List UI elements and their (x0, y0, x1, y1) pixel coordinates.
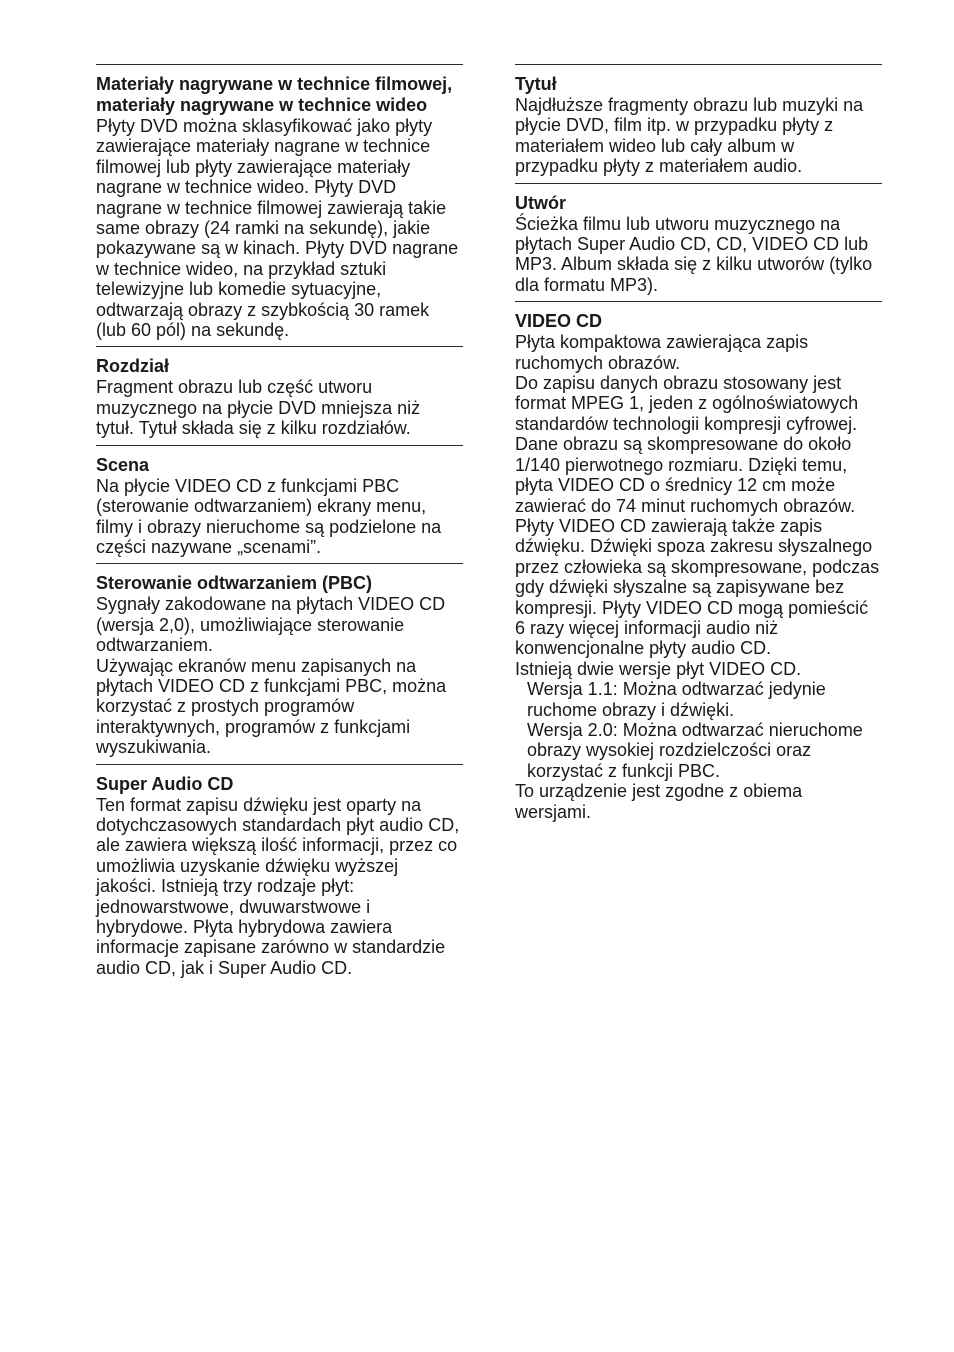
entry-term: Tytuł (515, 74, 557, 94)
entry-paragraph: Ten format zapisu dźwięku jest oparty na dotychczasowych standardach płyt audio CD, ale zawiera większą ilość informacji, przez co umożliwia uzyskanie dźwięku wyższej jakości. Istnieją trzy rodzaje płyt: jednowarstwowe, dwuwarstwowe i hybrydowe. Płyta hybrydowa zawiera informacje zapisane zarówno w standardzie audio CD, jak i Super Audio CD. (96, 794, 460, 978)
entry-paragraph: Ścieżka filmu lub utworu muzycznego na płytach Super Audio CD, CD, VIDEO CD lub MP3. Album składa się z kilku utworów (tylko dla formatu MP3). (515, 213, 873, 295)
entry-term: VIDEO CD (515, 311, 603, 332)
glossary-entry-super-audio-cd (96, 764, 463, 985)
entry-paragraph: Płyty VIDEO CD zawierają także zapis dźwięku. Dźwięki spoza zakresu słyszalnego przez człowieka są skompresowane, podczas gdy dźwięki słyszalne są zapisywane bez kompresji. Płyty VIDEO CD mogą pomieścić 6 razy więcej informacji audio niż konwencjonalne płyty audio CD. (515, 515, 880, 659)
entry-term: Utwór (515, 192, 566, 213)
entry-term: Rozdział (96, 356, 170, 377)
glossary-entry-film-video (96, 64, 463, 346)
entry-paragraph: Płyta kompaktowa zawierająca zapis ruchomych obrazów. (515, 332, 809, 373)
glossary-entry-video-cd (515, 301, 882, 828)
glossary-entry-tytul (515, 64, 882, 183)
entry-paragraph: Najdłuższe fragmenty obrazu lub muzyki na płycie DVD, film itp. w przypadku płyty z materiałem wideo lub cały album w przypadku płyty z materiałem audio. (515, 95, 864, 177)
glossary-entry-pbc (96, 563, 463, 763)
version-item: Wersja 1.1: Można odtwarzać jedynie ruchome obrazy i dźwięki. (527, 679, 826, 720)
glossary-column-right (515, 64, 882, 828)
entry-paragraph: To urządzenie jest zgodne z obiema wersjami. (515, 781, 803, 822)
entry-paragraph: Sygnały zakodowane na płytach VIDEO CD (wersja 2,0), umożliwiające sterowanie odtwarzaniem. (96, 594, 446, 656)
glossary-column-left (96, 64, 463, 984)
glossary-entry-rozdzial (96, 346, 463, 444)
version-item: Wersja 2.0: Można odtwarzać nieruchome obrazy wysokiej rozdzielczości oraz korzystać z funkcji PBC. (527, 719, 863, 781)
glossary-entry-scena (96, 445, 463, 564)
entry-paragraph: Do zapisu danych obrazu stosowany jest format MPEG 1, jeden z ogólnoświatowych standardów technologii kompresji cyfrowej. Dane obrazu są skompresowane do około 1/140 pierwotnego rozmiaru. Dzięki temu, płyta VIDEO CD o średnicy 12 cm może zawierać do 74 minut ruchomych obrazów. (515, 373, 859, 516)
entry-paragraph: Na płycie VIDEO CD z funkcjami PBC (sterowanie odtwarzaniem) ekrany menu, filmy i obrazy nieruchome są podzielone na części nazywane „scenami”. (96, 475, 442, 557)
entry-term: Scena (96, 454, 150, 475)
entry-paragraph: Fragment obrazu lub część utworu muzycznego na płycie DVD mniejsza niż tytuł. Tytuł składa się z kilku rozdziałów. (96, 377, 421, 439)
glossary-entry-utwor (515, 183, 882, 302)
entry-term: Super Audio CD (96, 773, 234, 794)
entry-paragraph: Używając ekranów menu zapisanych na płytach VIDEO CD z funkcjami PBC, można korzystać z prostych programów interaktywnych, programów z funkcjami wyszukiwania. (96, 655, 447, 758)
entry-paragraph: Płyty DVD można sklasyfikować jako płyty zawierające materiały nagrane w technice filmowej lub płyty zawierające materiały nagrane w technice wideo. Płyty DVD nagrane w technice filmowej zawierają takie same obrazy (24 ramki na sekundę), jakie pokazywane są w kinach. Płyty DVD nagrane w technice wideo, na przykład sztuki telewizyjne lub komedie sytuacyjne, odtwarzają obrazy z szybkością 30 ramek (lub 60 pól) na sekundę. (96, 116, 459, 341)
entry-paragraph: Istnieją dwie wersje płyt VIDEO CD. (515, 658, 802, 679)
entry-term: Materiały nagrywane w technice filmowej, materiały nagrywane w technice wideo (96, 74, 453, 115)
entry-term: Sterowanie odtwarzaniem (PBC) (96, 573, 373, 594)
